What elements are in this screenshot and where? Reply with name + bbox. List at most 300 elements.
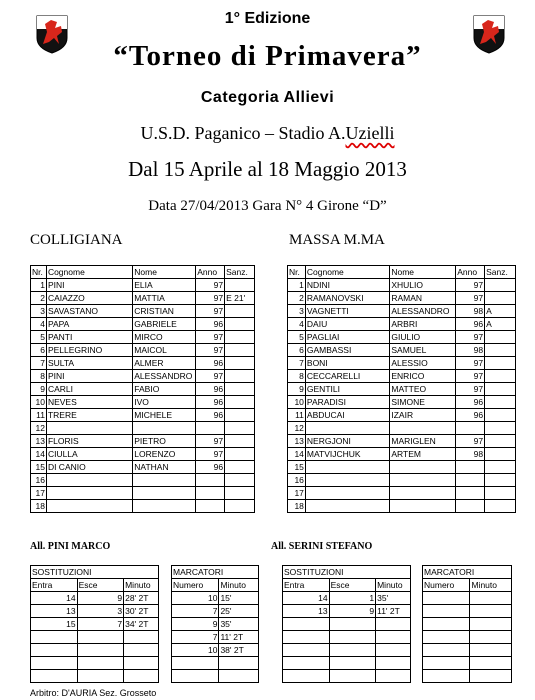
scorer-row — [423, 631, 512, 644]
player-nome-cell: FABIO — [133, 383, 196, 396]
box-header-cell: Numero — [172, 579, 219, 592]
player-anno-cell: 96 — [196, 318, 225, 331]
substitutions-minuto-cell — [124, 644, 159, 657]
away-substitutions-table — [282, 565, 411, 683]
substitutions-entra-cell: 14 — [31, 592, 78, 605]
substitutions-entra-cell — [31, 670, 78, 683]
substitutions-esce-cell: 1 — [329, 592, 376, 605]
player-row — [288, 279, 516, 292]
substitution-row — [283, 605, 411, 618]
substitutions-title: SOSTITUZIONI — [283, 566, 411, 579]
substitutions-entra-cell — [283, 657, 330, 670]
player-nome-cell — [390, 474, 456, 487]
substitution-row — [31, 592, 159, 605]
player-anno-cell: 97 — [456, 279, 485, 292]
player-nr-cell: 12 — [288, 422, 306, 435]
substitutions-minuto-cell — [376, 657, 411, 670]
player-row — [31, 448, 255, 461]
player-nome-cell — [133, 500, 196, 513]
home-scorers-table — [171, 565, 259, 683]
roster-header-cell: Nome — [390, 266, 456, 279]
player-sanz-cell — [485, 292, 516, 305]
roster-header-cell: Nr. — [31, 266, 47, 279]
player-anno-cell — [196, 487, 225, 500]
scorers-header-row — [423, 579, 512, 592]
player-nome-cell: GIULIO — [390, 331, 456, 344]
player-nome-cell: RAMAN — [390, 292, 456, 305]
substitutions-esce-cell — [77, 631, 124, 644]
scorers-minuto-cell — [470, 618, 512, 631]
home-coach: All. PINI MARCO — [30, 541, 111, 552]
player-anno-cell: 98 — [456, 305, 485, 318]
player-anno-cell — [196, 500, 225, 513]
player-nome-cell: MIRCO — [133, 331, 196, 344]
player-nr-cell: 11 — [288, 409, 306, 422]
player-nr-cell: 18 — [288, 500, 306, 513]
player-cognome-cell: GENTILI — [305, 383, 389, 396]
player-sanz-cell — [485, 396, 516, 409]
roster-header-cell: Nr. — [288, 266, 306, 279]
scorers-minuto-cell — [470, 605, 512, 618]
player-cognome-cell — [305, 487, 389, 500]
player-row — [288, 370, 516, 383]
player-nr-cell: 7 — [31, 357, 47, 370]
player-cognome-cell — [46, 487, 132, 500]
player-cognome-cell: FLORIS — [46, 435, 132, 448]
scorers-numero-cell — [423, 657, 470, 670]
scorer-row — [172, 605, 259, 618]
player-row — [288, 435, 516, 448]
substitutions-esce-cell: 3 — [77, 605, 124, 618]
player-nome-cell: MICHELE — [133, 409, 196, 422]
edition-label: 1° Edizione — [224, 10, 311, 27]
player-row — [31, 344, 255, 357]
player-anno-cell: 97 — [456, 292, 485, 305]
scorers-title: MARCATORI — [172, 566, 259, 579]
player-cognome-cell: MATVIJCHUK — [305, 448, 389, 461]
substitutions-esce-cell — [329, 644, 376, 657]
player-nr-cell: 5 — [288, 331, 306, 344]
player-row — [31, 422, 255, 435]
substitution-row — [31, 657, 159, 670]
scorer-row — [423, 644, 512, 657]
player-row — [31, 396, 255, 409]
player-anno-cell: 96 — [196, 357, 225, 370]
player-nr-cell: 1 — [288, 279, 306, 292]
roster-header-cell: Sanz. — [485, 266, 516, 279]
player-sanz-cell — [485, 279, 516, 292]
scorers-numero-cell — [172, 670, 219, 683]
player-sanz-cell — [225, 331, 255, 344]
player-cognome-cell: CECCARELLI — [305, 370, 389, 383]
player-nr-cell: 10 — [288, 396, 306, 409]
substitutions-minuto-cell: 35' — [376, 592, 411, 605]
substitutions-minuto-cell — [124, 657, 159, 670]
player-row — [31, 487, 255, 500]
player-nr-cell: 16 — [288, 474, 306, 487]
player-anno-cell: 96 — [456, 396, 485, 409]
player-nome-cell — [390, 487, 456, 500]
substitutions-entra-cell — [283, 631, 330, 644]
substitution-row — [283, 670, 411, 683]
player-nome-cell: ALMER — [133, 357, 196, 370]
player-anno-cell: 96 — [196, 409, 225, 422]
box-header-cell: Minuto — [124, 579, 159, 592]
player-anno-cell — [196, 422, 225, 435]
player-row — [288, 422, 516, 435]
scorers-minuto-cell: 11' 2T — [219, 631, 259, 644]
player-row — [31, 474, 255, 487]
player-cognome-cell: PARADISI — [305, 396, 389, 409]
scorers-title: MARCATORI — [423, 566, 512, 579]
box-header-cell: Esce — [329, 579, 376, 592]
player-row — [31, 409, 255, 422]
player-sanz-cell — [485, 448, 516, 461]
substitution-row — [31, 605, 159, 618]
substitutions-esce-cell — [77, 644, 124, 657]
player-sanz-cell — [225, 435, 255, 448]
player-sanz-cell — [485, 409, 516, 422]
player-row — [288, 409, 516, 422]
player-cognome-cell: PAGLIAI — [305, 331, 389, 344]
player-cognome-cell: CIULLA — [46, 448, 132, 461]
match-info: Data 27/04/2013 Gara N° 4 Girone “D” — [148, 198, 387, 214]
player-nome-cell — [390, 500, 456, 513]
player-cognome-cell — [305, 461, 389, 474]
player-anno-cell — [196, 474, 225, 487]
player-sanz-cell — [225, 448, 255, 461]
away-roster-table — [287, 265, 516, 513]
player-nome-cell: PIETRO — [133, 435, 196, 448]
substitutions-minuto-cell — [376, 618, 411, 631]
player-sanz-cell — [485, 383, 516, 396]
player-anno-cell — [456, 461, 485, 474]
player-cognome-cell: PELLEGRINO — [46, 344, 132, 357]
player-cognome-cell — [46, 500, 132, 513]
player-cognome-cell: BONI — [305, 357, 389, 370]
player-row — [288, 500, 516, 513]
substitutions-esce-cell — [77, 657, 124, 670]
player-anno-cell: 97 — [196, 292, 225, 305]
substitutions-header-row — [31, 579, 159, 592]
player-anno-cell: 97 — [196, 305, 225, 318]
substitutions-esce-cell — [329, 657, 376, 670]
scorers-numero-cell: 9 — [172, 618, 219, 631]
player-nr-cell: 2 — [31, 292, 47, 305]
player-cognome-cell — [305, 422, 389, 435]
tournament-title: “Torneo di Primavera” — [113, 40, 422, 72]
player-sanz-cell — [485, 474, 516, 487]
player-nr-cell: 9 — [31, 383, 47, 396]
referee-label: Arbitro: D'AURIA Sez. Grosseto — [30, 688, 157, 698]
substitution-row — [31, 670, 159, 683]
player-nr-cell: 17 — [288, 487, 306, 500]
substitution-row — [283, 644, 411, 657]
scorer-row — [423, 592, 512, 605]
player-row — [288, 396, 516, 409]
roster-header-cell: Nome — [133, 266, 196, 279]
player-sanz-cell — [225, 461, 255, 474]
player-row — [288, 292, 516, 305]
player-cognome-cell — [46, 474, 132, 487]
player-anno-cell: 97 — [196, 370, 225, 383]
player-cognome-cell: PINI — [46, 370, 132, 383]
scorers-header-row — [172, 579, 259, 592]
player-nome-cell: GABRIELE — [133, 318, 196, 331]
player-cognome-cell: CARLI — [46, 383, 132, 396]
player-nome-cell: XHULIO — [390, 279, 456, 292]
scorers-minuto-cell: 35' — [219, 618, 259, 631]
home-team-name: COLLIGIANA — [30, 232, 123, 248]
player-nr-cell: 1 — [31, 279, 47, 292]
substitutions-entra-cell: 13 — [283, 605, 330, 618]
player-nr-cell: 8 — [31, 370, 47, 383]
player-row — [288, 357, 516, 370]
player-cognome-cell — [46, 422, 132, 435]
player-anno-cell: 98 — [456, 448, 485, 461]
player-nr-cell: 11 — [31, 409, 47, 422]
substitutions-entra-cell: 15 — [31, 618, 78, 631]
player-sanz-cell — [485, 487, 516, 500]
box-header-cell: Entra — [31, 579, 78, 592]
scorers-minuto-cell — [470, 670, 512, 683]
player-nome-cell: ALESSANDRO — [390, 305, 456, 318]
scorer-row — [423, 670, 512, 683]
player-anno-cell: 97 — [456, 435, 485, 448]
substitutions-entra-cell — [31, 631, 78, 644]
scorers-numero-cell: 7 — [172, 631, 219, 644]
player-cognome-cell: ABDUCAI — [305, 409, 389, 422]
player-nome-cell: MATTEO — [390, 383, 456, 396]
scorers-minuto-cell — [470, 657, 512, 670]
player-cognome-cell: RAMANOVSKI — [305, 292, 389, 305]
player-nr-cell: 15 — [288, 461, 306, 474]
player-nr-cell: 17 — [31, 487, 47, 500]
player-sanz-cell — [225, 487, 255, 500]
away-scorers-table — [422, 565, 512, 683]
player-sanz-cell — [225, 422, 255, 435]
player-cognome-cell — [305, 474, 389, 487]
player-nome-cell: ALESSANDRO — [133, 370, 196, 383]
box-header-cell: Minuto — [470, 579, 512, 592]
away-coach: All. SERINI STEFANO — [271, 541, 373, 552]
player-cognome-cell: PAPA — [46, 318, 132, 331]
substitution-row — [31, 618, 159, 631]
player-row — [31, 357, 255, 370]
home-roster-table — [30, 265, 255, 513]
substitutions-header-row — [283, 579, 411, 592]
player-nome-cell — [133, 487, 196, 500]
venue-stadium-name: Uzielli — [345, 123, 395, 143]
substitutions-minuto-cell: 30' 2T — [124, 605, 159, 618]
scorers-numero-cell — [423, 644, 470, 657]
box-header-cell: Entra — [283, 579, 330, 592]
scorer-row — [172, 592, 259, 605]
player-nr-cell: 9 — [288, 383, 306, 396]
player-nome-cell — [390, 461, 456, 474]
player-nome-cell: ARTEM — [390, 448, 456, 461]
player-nome-cell: ALESSIO — [390, 357, 456, 370]
player-anno-cell: 97 — [456, 383, 485, 396]
substitutions-minuto-cell: 34' 2T — [124, 618, 159, 631]
player-anno-cell — [456, 474, 485, 487]
scorer-row — [423, 618, 512, 631]
player-row — [31, 500, 255, 513]
player-row — [31, 305, 255, 318]
scorers-minuto-cell — [219, 670, 259, 683]
player-nome-cell: CRISTIAN — [133, 305, 196, 318]
substitutions-esce-cell: 9 — [77, 592, 124, 605]
player-nome-cell: ARBRI — [390, 318, 456, 331]
player-sanz-cell — [485, 331, 516, 344]
roster-header-cell: Anno — [196, 266, 225, 279]
player-nome-cell — [390, 422, 456, 435]
player-sanz-cell — [225, 279, 255, 292]
scorer-row — [172, 618, 259, 631]
player-nr-cell: 6 — [31, 344, 47, 357]
player-sanz-cell — [485, 435, 516, 448]
roster-header-cell: Cognome — [305, 266, 389, 279]
scorers-minuto-cell: 15' — [219, 592, 259, 605]
scorers-numero-cell: 7 — [172, 605, 219, 618]
player-nome-cell: LORENZO — [133, 448, 196, 461]
player-nr-cell: 7 — [288, 357, 306, 370]
substitutions-minuto-cell: 28' 2T — [124, 592, 159, 605]
player-cognome-cell: DAIU — [305, 318, 389, 331]
away-team-name: MASSA M.MA — [289, 232, 385, 248]
scorer-row — [172, 644, 259, 657]
scorers-minuto-cell — [470, 631, 512, 644]
home-substitutions-table — [30, 565, 159, 683]
player-row — [31, 279, 255, 292]
substitutions-title: SOSTITUZIONI — [31, 566, 159, 579]
substitutions-esce-cell: 9 — [329, 605, 376, 618]
box-header-cell: Minuto — [376, 579, 411, 592]
player-sanz-cell — [225, 474, 255, 487]
player-sanz-cell: A — [485, 318, 516, 331]
substitutions-minuto-cell — [376, 631, 411, 644]
substitutions-entra-cell — [283, 618, 330, 631]
substitutions-minuto-cell — [376, 644, 411, 657]
scorers-minuto-cell: 25' — [219, 605, 259, 618]
player-row — [31, 331, 255, 344]
substitutions-entra-cell — [31, 657, 78, 670]
substitutions-esce-cell — [329, 631, 376, 644]
scorer-row — [423, 605, 512, 618]
player-anno-cell: 96 — [456, 409, 485, 422]
player-row — [288, 448, 516, 461]
player-sanz-cell — [485, 370, 516, 383]
player-nr-cell: 13 — [288, 435, 306, 448]
roster-header-row — [288, 266, 516, 279]
scorers-numero-cell — [423, 631, 470, 644]
substitutions-esce-cell — [329, 618, 376, 631]
player-row — [288, 318, 516, 331]
player-anno-cell: 96 — [456, 318, 485, 331]
player-sanz-cell — [225, 409, 255, 422]
player-cognome-cell: NDINI — [305, 279, 389, 292]
substitutions-esce-cell: 7 — [77, 618, 124, 631]
player-nome-cell: SIMONE — [390, 396, 456, 409]
substitution-row — [283, 592, 411, 605]
player-anno-cell — [456, 500, 485, 513]
box-header-cell: Esce — [77, 579, 124, 592]
player-nome-cell: MARIGLEN — [390, 435, 456, 448]
player-nr-cell: 3 — [31, 305, 47, 318]
player-row — [288, 474, 516, 487]
player-nr-cell: 15 — [31, 461, 47, 474]
player-cognome-cell: PINI — [46, 279, 132, 292]
player-nr-cell: 4 — [31, 318, 47, 331]
player-cognome-cell: SAVASTANO — [46, 305, 132, 318]
scorers-minuto-cell: 38' 2T — [219, 644, 259, 657]
substitution-row — [31, 644, 159, 657]
player-nr-cell: 16 — [31, 474, 47, 487]
player-nome-cell: ENRICO — [390, 370, 456, 383]
player-anno-cell: 98 — [456, 344, 485, 357]
scorers-numero-cell — [423, 592, 470, 605]
player-anno-cell — [456, 422, 485, 435]
substitutions-esce-cell — [77, 670, 124, 683]
player-cognome-cell: DI CANIO — [46, 461, 132, 474]
scorer-row — [423, 657, 512, 670]
substitutions-entra-cell — [283, 644, 330, 657]
tournament-dates: Dal 15 Aprile al 18 Maggio 2013 — [128, 157, 407, 181]
scorer-row — [172, 670, 259, 683]
player-anno-cell: 96 — [196, 396, 225, 409]
player-cognome-cell: CAIAZZO — [46, 292, 132, 305]
scorers-minuto-cell — [470, 592, 512, 605]
player-nr-cell: 2 — [288, 292, 306, 305]
player-cognome-cell: TRERE — [46, 409, 132, 422]
player-nome-cell: IVO — [133, 396, 196, 409]
player-nome-cell: MATTIA — [133, 292, 196, 305]
player-anno-cell: 96 — [196, 383, 225, 396]
player-nr-cell: 14 — [288, 448, 306, 461]
player-anno-cell: 97 — [456, 357, 485, 370]
substitution-row — [283, 618, 411, 631]
player-sanz-cell — [485, 500, 516, 513]
player-row — [31, 383, 255, 396]
player-sanz-cell — [225, 318, 255, 331]
substitution-row — [31, 631, 159, 644]
player-nr-cell: 12 — [31, 422, 47, 435]
scorers-numero-cell — [423, 605, 470, 618]
player-nome-cell: IZAIR — [390, 409, 456, 422]
player-sanz-cell — [485, 461, 516, 474]
venue-label — [0, 123, 535, 144]
scorers-minuto-cell — [219, 657, 259, 670]
roster-header-row — [31, 266, 255, 279]
player-nr-cell: 8 — [288, 370, 306, 383]
player-anno-cell: 97 — [456, 331, 485, 344]
player-sanz-cell: E 21' — [225, 292, 255, 305]
player-sanz-cell — [485, 422, 516, 435]
substitutions-minuto-cell — [124, 670, 159, 683]
player-row — [288, 331, 516, 344]
player-row — [31, 461, 255, 474]
player-sanz-cell — [225, 370, 255, 383]
player-anno-cell: 97 — [196, 331, 225, 344]
player-anno-cell — [456, 487, 485, 500]
substitutions-minuto-cell: 11' 2T — [376, 605, 411, 618]
player-sanz-cell — [485, 344, 516, 357]
scorers-numero-cell: 10 — [172, 644, 219, 657]
roster-header-cell: Anno — [456, 266, 485, 279]
substitutions-entra-cell — [283, 670, 330, 683]
player-cognome-cell: VAGNETTI — [305, 305, 389, 318]
substitutions-esce-cell — [329, 670, 376, 683]
